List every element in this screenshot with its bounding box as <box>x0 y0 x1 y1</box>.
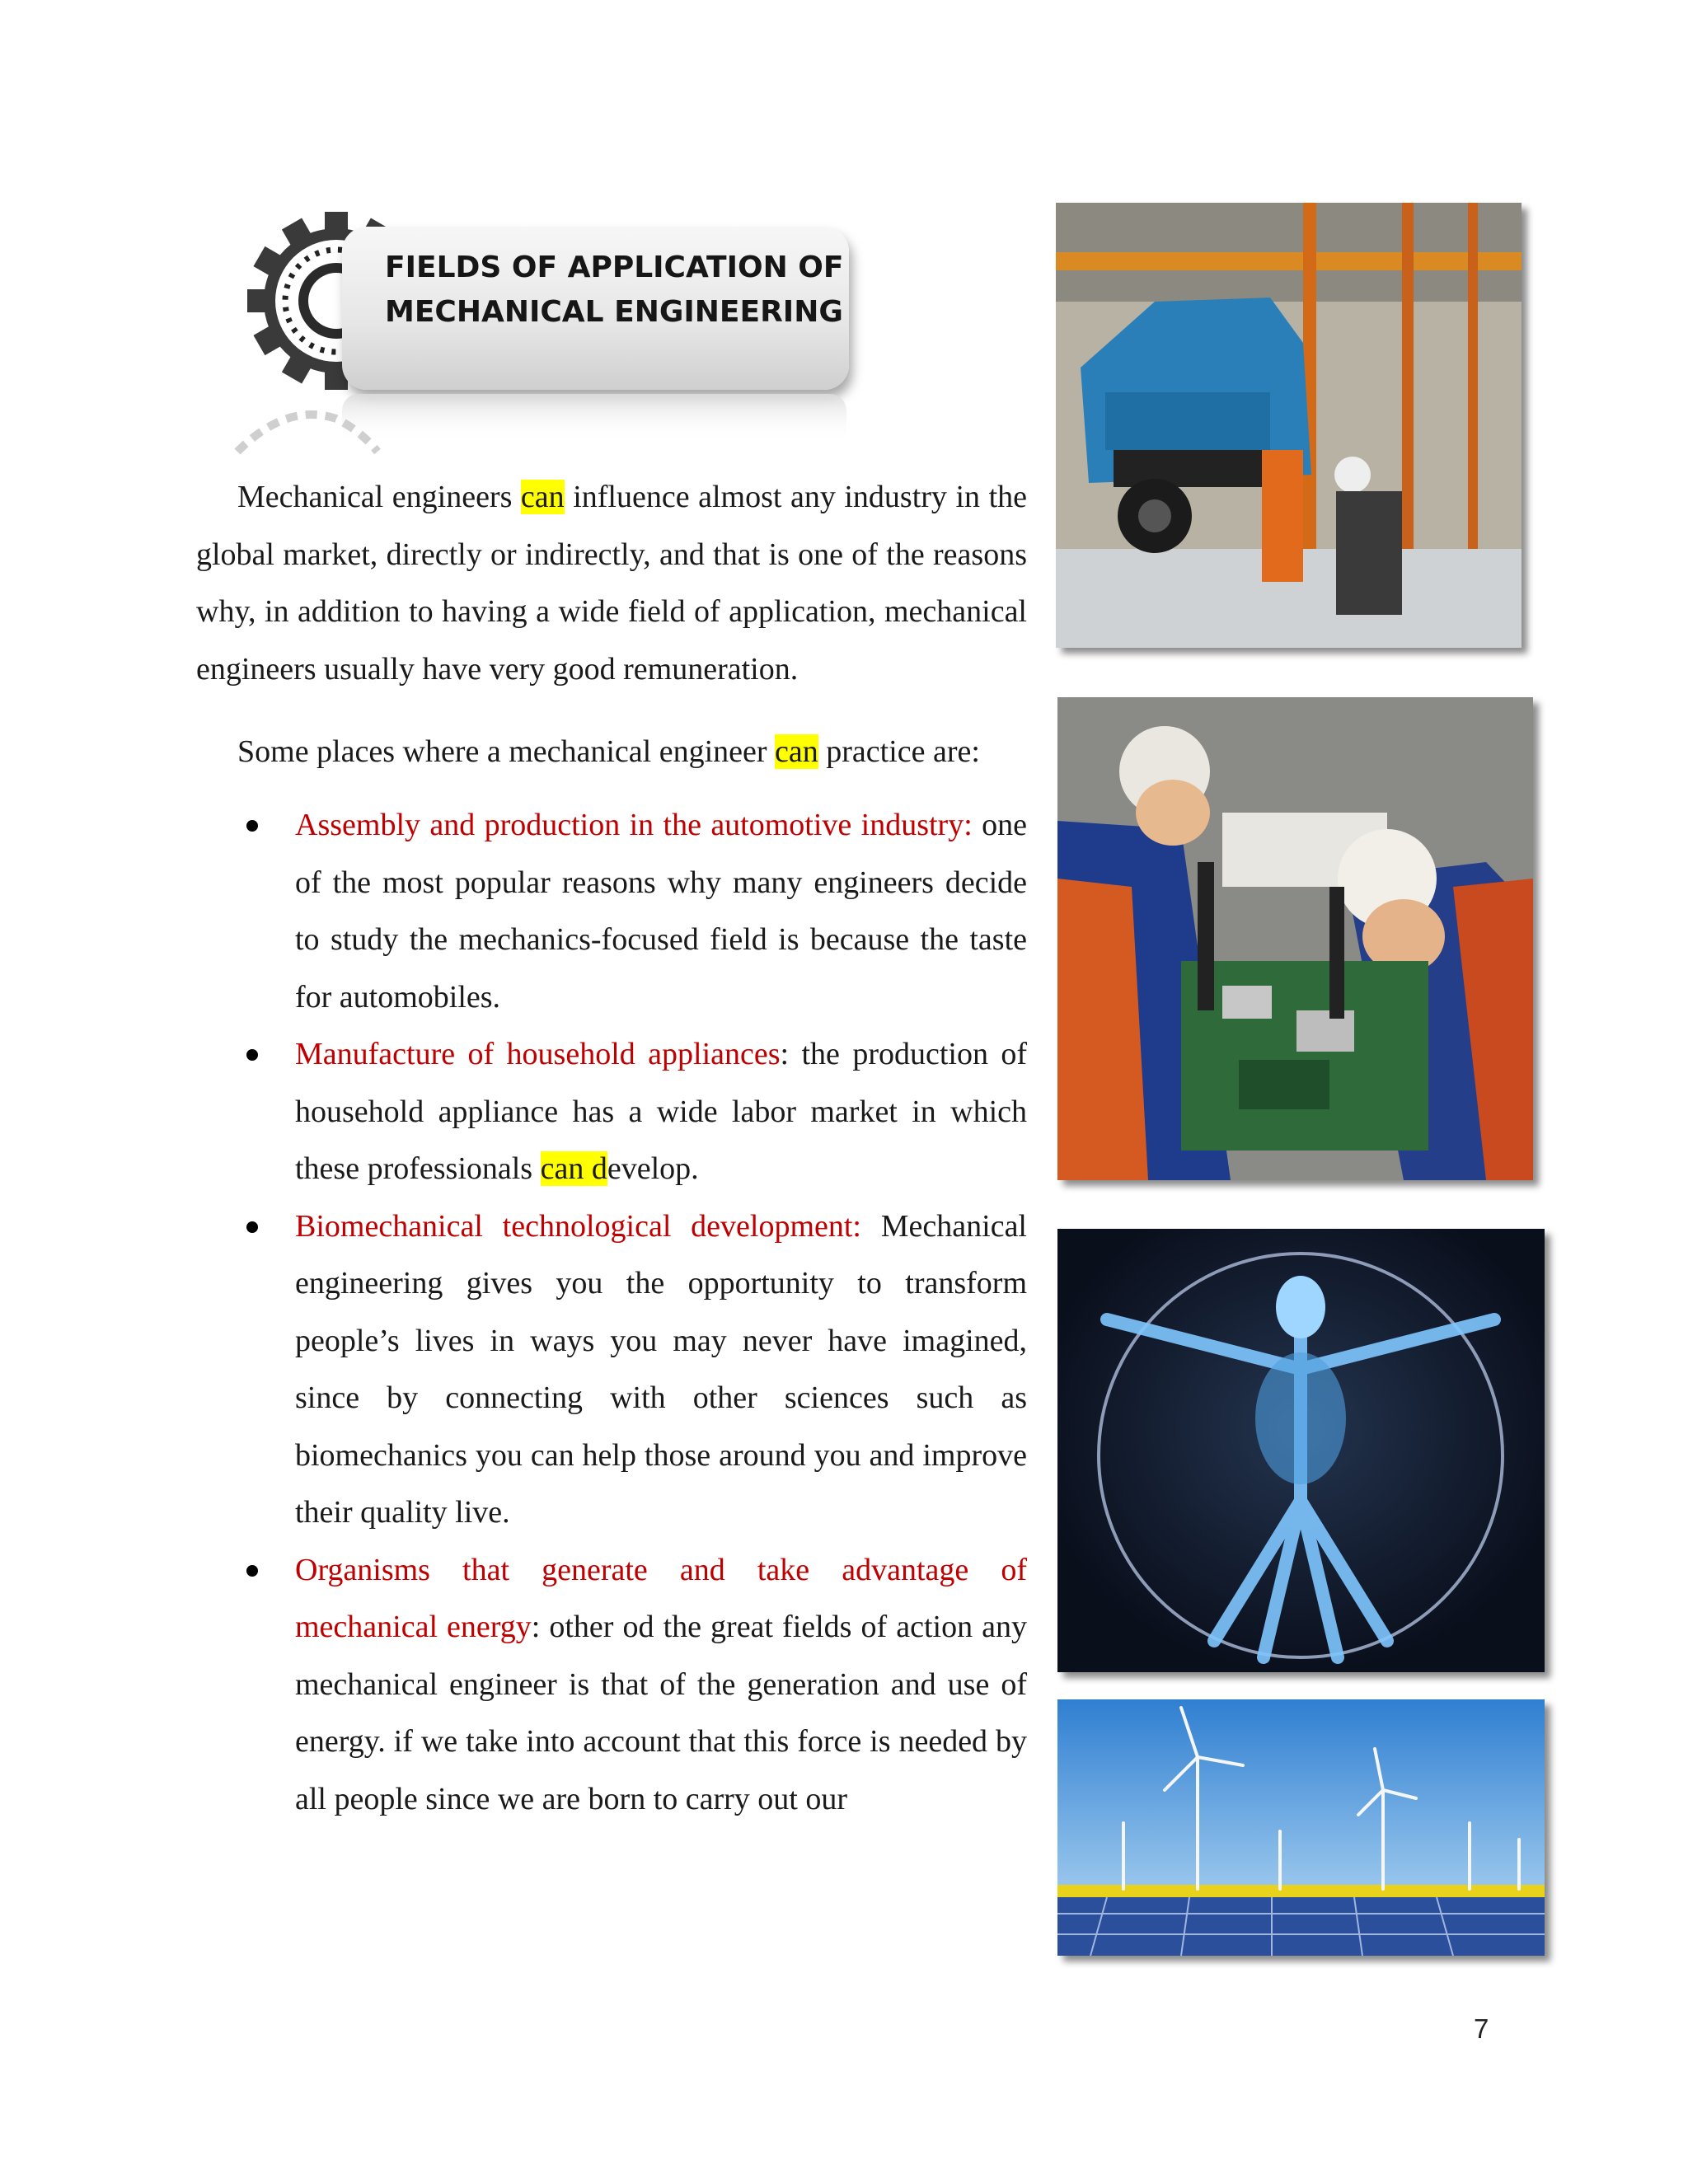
bullet-text: : other od the great fields of action any mechanical engineer is that of the generation and use of energy. if we take into account that this force is needed by all people since we are born to carry out our <box>295 1610 1027 1816</box>
list-item <box>196 1198 1027 1542</box>
wind-turbines-solar-panels-photo <box>1057 1699 1545 1956</box>
bullet-text: evelop. <box>607 1151 699 1186</box>
highlight-can: can <box>775 734 818 769</box>
bullet-title: Manufacture of household appliances <box>295 1037 781 1071</box>
vitruvian-man-skeleton-photo <box>1057 1229 1545 1672</box>
places-text-a: Some places where a mechanical engineer <box>237 734 776 769</box>
list-item <box>196 797 1027 1026</box>
title-reflection <box>213 394 847 460</box>
page-number: 7 <box>1474 2013 1489 2044</box>
bullet-text: one of the most popular reasons why many engineers decide to study the mechanics-focused field is because the taste for automobiles. <box>295 808 1027 1015</box>
places-text-b: practice are: <box>818 734 980 769</box>
bullet-title: Assembly and production in the automotive industry: <box>295 808 973 842</box>
bullet-icon <box>246 1049 258 1061</box>
car-assembly-line-photo <box>1056 203 1522 648</box>
bullet-icon <box>246 1221 258 1233</box>
electronics-workers-photo <box>1057 697 1533 1180</box>
bullet-title: Organisms that generate and take advantage of mechanical energy <box>295 1552 1027 1644</box>
places-paragraph <box>196 724 1027 781</box>
intro-paragraph <box>196 469 1027 698</box>
fields-list <box>196 797 1027 1828</box>
intro-text-a: Mechanical engineers <box>237 480 521 514</box>
highlight-can: can <box>520 480 565 514</box>
title-line-2: MECHANICAL ENGINEERING <box>385 295 843 329</box>
bullet-icon <box>246 820 258 832</box>
page-title <box>385 246 846 335</box>
bullet-text: Mechanical engineering gives you the opportunity to transform people’s lives in ways you may never have imagined, since by connecting with other sciences such as biomechanics you can help those around you and improve their quality live. <box>295 1208 1027 1530</box>
highlight-can: can d <box>540 1151 607 1186</box>
list-item <box>196 1026 1027 1198</box>
bullet-title: Biomechanical technological development: <box>295 1208 861 1244</box>
bullet-icon <box>246 1565 258 1577</box>
intro-text-b: influence almost any industry in the global market, directly or indirectly, and that is one of the reasons why, in addition to having a wide field of application, mechanical engineers usually have very good remuneration. <box>196 480 1027 687</box>
title-line-1: FIELDS OF APPLICATION OF <box>385 251 844 284</box>
list-item <box>196 1542 1027 1829</box>
bullet-text: : the production of household appliance has a wide labor market in which these professionals <box>295 1037 1027 1186</box>
